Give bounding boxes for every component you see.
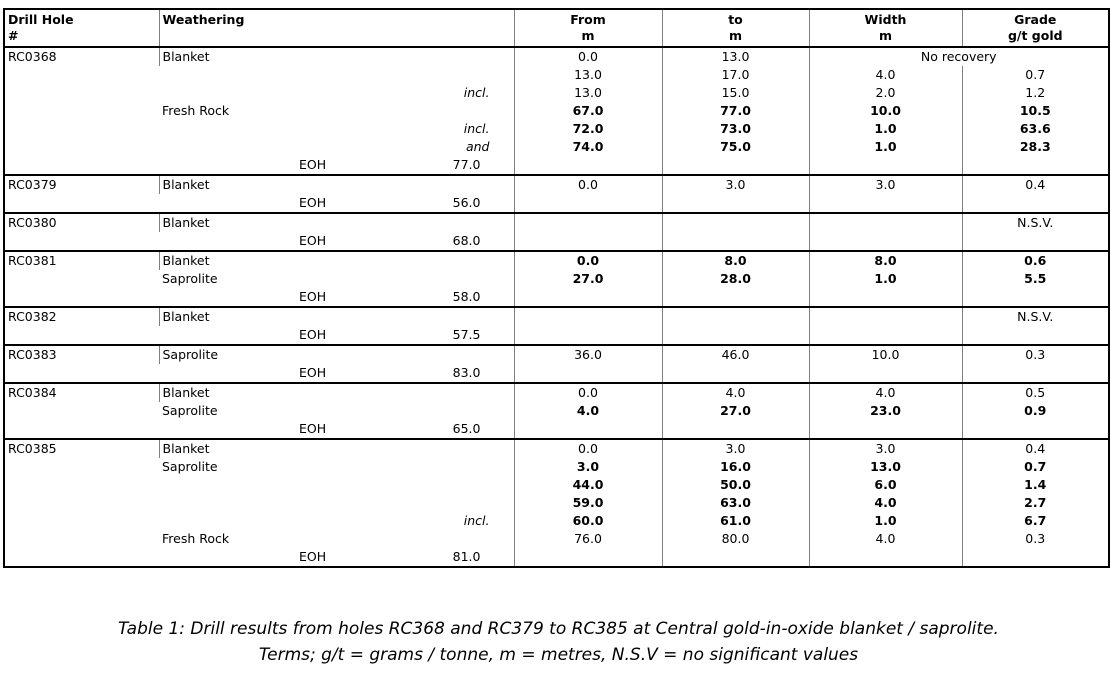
header-unit: m	[581, 28, 595, 43]
weathering-cell	[159, 530, 514, 548]
table-row	[4, 120, 1109, 138]
weathering-cell	[159, 364, 514, 383]
grade-cell	[962, 194, 1109, 213]
eoh-depth: 58.0	[452, 289, 481, 304]
drill-hole-id: RC0382	[4, 307, 159, 345]
width-cell: 13.0	[809, 458, 962, 476]
weathering-label: Blanket	[162, 215, 210, 230]
from-cell	[514, 213, 662, 232]
grade-cell	[962, 420, 1109, 439]
table-row	[4, 270, 1109, 288]
weathering-cell	[159, 120, 514, 138]
from-cell: 44.0	[514, 476, 662, 494]
to-cell: 75.0	[662, 138, 809, 156]
table-caption	[3, 616, 1114, 668]
weathering-row-content	[159, 548, 514, 566]
weathering-cell	[159, 66, 514, 84]
grade-cell: 6.7	[962, 512, 1109, 530]
weathering-row-content	[159, 476, 514, 494]
table-row	[4, 345, 1109, 364]
grade-cell: 63.6	[962, 120, 1109, 138]
to-cell: 63.0	[662, 494, 809, 512]
header-title: Drill Hole	[8, 12, 74, 27]
from-cell: 59.0	[514, 494, 662, 512]
from-cell: 0.0	[514, 251, 662, 270]
weathering-label	[159, 477, 162, 492]
to-cell: 73.0	[662, 120, 809, 138]
drill-hole-id: RC0385	[4, 439, 159, 567]
weathering-row-content	[160, 214, 514, 232]
col-header-width	[809, 9, 962, 47]
width-cell: 23.0	[809, 402, 962, 420]
to-cell: 80.0	[662, 530, 809, 548]
table-row	[4, 175, 1109, 194]
header-unit: m	[728, 28, 743, 43]
grade-cell: 1.4	[962, 476, 1109, 494]
weathering-row-content	[159, 494, 514, 512]
weathering-label: Blanket	[162, 49, 210, 64]
weathering-row-content	[159, 512, 514, 530]
drill-results-table	[3, 8, 1110, 568]
width-cell: 1.0	[809, 138, 962, 156]
weathering-row-content	[159, 288, 514, 306]
table-row	[4, 194, 1109, 213]
weathering-label	[159, 421, 162, 436]
weathering-row-content	[159, 364, 514, 382]
grade-cell: 0.3	[962, 345, 1109, 364]
table-row	[4, 530, 1109, 548]
table-row	[4, 383, 1109, 402]
grade-cell: 1.2	[962, 84, 1109, 102]
grade-cell: N.S.V.	[962, 307, 1109, 326]
weathering-cell	[159, 402, 514, 420]
weathering-label: Fresh Rock	[162, 531, 230, 546]
interval-qualifier: and	[465, 139, 490, 154]
weathering-cell	[159, 270, 514, 288]
width-cell: 4.0	[809, 383, 962, 402]
caption-line-2: Terms; g/t = grams / tonne, m = metres, N.S.V = no significant values	[258, 645, 859, 665]
weathering-row-content	[159, 156, 514, 174]
to-cell	[662, 364, 809, 383]
table-row	[4, 232, 1109, 251]
width-cell: 2.0	[809, 84, 962, 102]
width-cell	[809, 194, 962, 213]
weathering-cell	[159, 494, 514, 512]
header-title: From	[570, 12, 606, 27]
to-cell: 77.0	[662, 102, 809, 120]
from-cell	[514, 194, 662, 213]
weathering-cell	[159, 138, 514, 156]
width-cell: 1.0	[809, 120, 962, 138]
table-row	[4, 494, 1109, 512]
eoh-depth: 57.5	[452, 327, 481, 342]
width-cell	[809, 420, 962, 439]
weathering-label	[159, 549, 162, 564]
table-row	[4, 402, 1109, 420]
grade-cell: 0.7	[962, 458, 1109, 476]
weathering-label	[159, 513, 162, 528]
table-row	[4, 213, 1109, 232]
weathering-label	[159, 139, 162, 154]
to-cell: 3.0	[662, 175, 809, 194]
weathering-row-content	[159, 66, 514, 84]
grade-cell: 0.6	[962, 251, 1109, 270]
table-row	[4, 84, 1109, 102]
from-cell: 3.0	[514, 458, 662, 476]
to-cell	[662, 307, 809, 326]
weathering-label: Fresh Rock	[162, 103, 230, 118]
table-row	[4, 156, 1109, 175]
from-cell: 74.0	[514, 138, 662, 156]
to-cell: 16.0	[662, 458, 809, 476]
grade-cell: 0.4	[962, 439, 1109, 458]
to-cell: 3.0	[662, 439, 809, 458]
header-row	[4, 9, 1109, 47]
weathering-label: Saprolite	[162, 403, 218, 418]
weathering-row-content	[159, 530, 514, 548]
from-cell: 13.0	[514, 66, 662, 84]
weathering-label: Blanket	[162, 253, 210, 268]
from-cell: 13.0	[514, 84, 662, 102]
weathering-cell	[159, 288, 514, 307]
to-cell: 61.0	[662, 512, 809, 530]
weathering-label: Blanket	[162, 309, 210, 324]
from-cell: 0.0	[514, 383, 662, 402]
width-cell	[809, 307, 962, 326]
from-cell: 67.0	[514, 102, 662, 120]
weathering-row-content	[159, 102, 514, 120]
weathering-label	[159, 365, 162, 380]
width-cell	[809, 326, 962, 345]
from-cell	[514, 232, 662, 251]
weathering-row-content	[160, 346, 514, 364]
table-row	[4, 439, 1109, 458]
grade-cell	[962, 548, 1109, 567]
weathering-label	[159, 327, 162, 342]
grade-cell: 0.5	[962, 383, 1109, 402]
weathering-label: Saprolite	[162, 271, 218, 286]
weathering-row-content	[159, 138, 514, 156]
from-cell: 60.0	[514, 512, 662, 530]
col-header-from	[514, 9, 662, 47]
to-cell: 17.0	[662, 66, 809, 84]
grade-cell: 5.5	[962, 270, 1109, 288]
weathering-label	[159, 495, 162, 510]
header-title: Weathering	[162, 12, 245, 27]
weathering-cell	[159, 512, 514, 530]
width-cell: 3.0	[809, 439, 962, 458]
from-cell	[514, 420, 662, 439]
eoh-label: EOH	[299, 365, 327, 380]
from-cell: 36.0	[514, 345, 662, 364]
interval-qualifier: incl.	[463, 513, 490, 528]
table-row	[4, 307, 1109, 326]
width-cell: 3.0	[809, 175, 962, 194]
from-cell	[514, 156, 662, 175]
weathering-cell	[159, 175, 514, 194]
weathering-row-content	[159, 402, 514, 420]
weathering-cell	[159, 156, 514, 175]
to-cell: 15.0	[662, 84, 809, 102]
drill-hole-id: RC0384	[4, 383, 159, 439]
to-cell: 4.0	[662, 383, 809, 402]
interval-qualifier: incl.	[463, 121, 490, 136]
drill-hole-id: RC0381	[4, 251, 159, 307]
weathering-cell	[159, 251, 514, 270]
weathering-cell	[159, 47, 514, 66]
width-cell: 4.0	[809, 494, 962, 512]
to-cell	[662, 213, 809, 232]
grade-cell: 2.7	[962, 494, 1109, 512]
weathering-label	[159, 195, 162, 210]
drill-hole-id: RC0383	[4, 345, 159, 383]
weathering-label	[159, 289, 162, 304]
to-cell: 28.0	[662, 270, 809, 288]
weathering-row-content	[160, 176, 514, 194]
weathering-cell	[159, 326, 514, 345]
weathering-row-content	[160, 440, 514, 458]
table-row	[4, 548, 1109, 567]
eoh-depth: 65.0	[452, 421, 481, 436]
header-unit: g/t gold	[1007, 28, 1063, 43]
grade-cell	[962, 288, 1109, 307]
interval-qualifier: incl.	[463, 85, 490, 100]
from-cell	[514, 548, 662, 567]
eoh-depth: 83.0	[452, 365, 481, 380]
weathering-cell	[159, 194, 514, 213]
from-cell	[514, 307, 662, 326]
from-cell	[514, 326, 662, 345]
weathering-label	[159, 121, 162, 136]
table-row	[4, 326, 1109, 345]
to-cell	[662, 194, 809, 213]
drill-table-body	[4, 47, 1109, 567]
caption-line-1: Table 1: Drill results from holes RC368 and RC379 to RC385 at Central gold-in-oxide blanket / saprolite.	[118, 619, 999, 639]
header-unit: m	[878, 28, 893, 43]
eoh-label: EOH	[299, 327, 327, 342]
eoh-label: EOH	[299, 157, 327, 172]
to-cell	[662, 548, 809, 567]
col-header-drill-hole	[4, 9, 159, 47]
width-cell: 4.0	[809, 66, 962, 84]
weathering-cell	[159, 383, 514, 402]
to-cell	[662, 288, 809, 307]
eoh-depth: 56.0	[452, 195, 481, 210]
weathering-label: Saprolite	[162, 459, 218, 474]
weathering-cell	[159, 458, 514, 476]
weathering-row-content	[159, 270, 514, 288]
weathering-label: Blanket	[162, 177, 210, 192]
table-row	[4, 66, 1109, 84]
eoh-label: EOH	[299, 421, 327, 436]
weathering-row-content	[160, 252, 514, 270]
from-cell: 4.0	[514, 402, 662, 420]
to-cell: 8.0	[662, 251, 809, 270]
weathering-cell	[159, 213, 514, 232]
drill-hole-id: RC0380	[4, 213, 159, 251]
grade-cell: 0.7	[962, 66, 1109, 84]
weathering-row-content	[159, 458, 514, 476]
weathering-label	[159, 233, 162, 248]
to-cell	[662, 156, 809, 175]
grade-cell	[962, 156, 1109, 175]
width-cell	[809, 364, 962, 383]
weathering-cell	[159, 84, 514, 102]
from-cell: 0.0	[514, 439, 662, 458]
to-cell	[662, 420, 809, 439]
header-title: Width	[864, 12, 907, 27]
weathering-cell	[159, 102, 514, 120]
table-row	[4, 364, 1109, 383]
weathering-row-content	[160, 308, 514, 326]
weathering-cell	[159, 476, 514, 494]
weathering-cell	[159, 232, 514, 251]
width-cell: 10.0	[809, 345, 962, 364]
drill-hole-id: RC0368	[4, 47, 159, 175]
col-header-grade	[962, 9, 1109, 47]
weathering-cell	[159, 307, 514, 326]
header-unit: #	[8, 28, 19, 43]
width-cell: 1.0	[809, 512, 962, 530]
grade-cell	[962, 326, 1109, 345]
to-cell	[662, 326, 809, 345]
eoh-depth: 68.0	[452, 233, 481, 248]
width-cell	[809, 288, 962, 307]
eoh-label: EOH	[299, 549, 327, 564]
table-row	[4, 420, 1109, 439]
from-cell: 72.0	[514, 120, 662, 138]
weathering-row-content	[159, 420, 514, 438]
to-cell: 50.0	[662, 476, 809, 494]
eoh-label: EOH	[299, 195, 327, 210]
width-cell: 8.0	[809, 251, 962, 270]
weathering-row-content	[159, 120, 514, 138]
weathering-cell	[159, 439, 514, 458]
width-cell	[809, 548, 962, 567]
weathering-label	[159, 67, 162, 82]
grade-cell: 0.4	[962, 175, 1109, 194]
grade-cell	[962, 232, 1109, 251]
weathering-label: Blanket	[162, 441, 210, 456]
col-header-weathering	[159, 9, 514, 47]
from-cell: 0.0	[514, 47, 662, 66]
to-cell: 13.0	[662, 47, 809, 66]
no-recovery-cell: No recovery	[809, 47, 1109, 66]
weathering-row-content	[159, 84, 514, 102]
from-cell: 0.0	[514, 175, 662, 194]
weathering-row-content	[160, 384, 514, 402]
table-row	[4, 138, 1109, 156]
from-cell	[514, 364, 662, 383]
grade-cell: 0.3	[962, 530, 1109, 548]
to-cell: 27.0	[662, 402, 809, 420]
width-cell: 4.0	[809, 530, 962, 548]
width-cell: 10.0	[809, 102, 962, 120]
weathering-cell	[159, 420, 514, 439]
weathering-cell	[159, 548, 514, 567]
header-title: to	[728, 12, 743, 27]
grade-cell: N.S.V.	[962, 213, 1109, 232]
weathering-row-content	[159, 232, 514, 250]
weathering-row-content	[159, 194, 514, 212]
drill-hole-id: RC0379	[4, 175, 159, 213]
weathering-row-content	[160, 48, 514, 66]
from-cell	[514, 288, 662, 307]
table-row	[4, 102, 1109, 120]
eoh-label: EOH	[299, 289, 327, 304]
weathering-label	[159, 157, 162, 172]
from-cell: 76.0	[514, 530, 662, 548]
table-row	[4, 251, 1109, 270]
eoh-depth: 81.0	[452, 549, 481, 564]
col-header-to	[662, 9, 809, 47]
to-cell	[662, 232, 809, 251]
eoh-label: EOH	[299, 233, 327, 248]
table-row	[4, 512, 1109, 530]
width-cell	[809, 156, 962, 175]
eoh-depth: 77.0	[452, 157, 481, 172]
grade-cell: 0.9	[962, 402, 1109, 420]
width-cell: 1.0	[809, 270, 962, 288]
width-cell: 6.0	[809, 476, 962, 494]
to-cell: 46.0	[662, 345, 809, 364]
from-cell: 27.0	[514, 270, 662, 288]
weathering-cell	[159, 345, 514, 364]
table-row	[4, 476, 1109, 494]
width-cell	[809, 213, 962, 232]
width-cell	[809, 232, 962, 251]
weathering-row-content	[159, 326, 514, 344]
grade-cell: 10.5	[962, 102, 1109, 120]
table-row	[4, 458, 1109, 476]
weathering-label: Blanket	[162, 385, 210, 400]
grade-cell	[962, 364, 1109, 383]
grade-cell: 28.3	[962, 138, 1109, 156]
table-row	[4, 47, 1109, 66]
table-row	[4, 288, 1109, 307]
weathering-label	[159, 85, 162, 100]
header-title: Grade	[1014, 12, 1057, 27]
weathering-label: Saprolite	[162, 347, 219, 362]
